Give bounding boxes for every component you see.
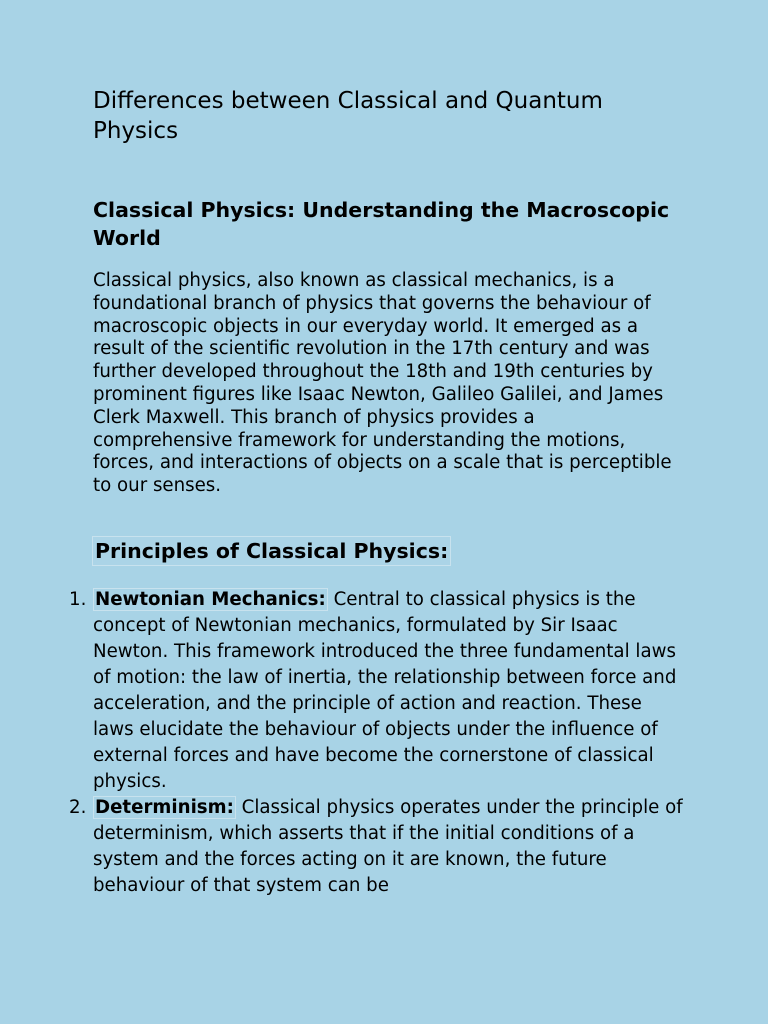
list-item-term: Newtonian Mechanics:	[95, 589, 326, 610]
section-heading: Classical Physics: Understanding the Macroscopic World	[93, 198, 670, 250]
list-item-text: Classical physics operates under the principle of determinism, which asserts that if the initial conditions of a system and the forces acting on it are known, the future behaviour of that system can be	[93, 797, 683, 896]
list-item-term: Determinism:	[95, 797, 234, 818]
principles-list	[69, 587, 683, 899]
intro-paragraph: Classical physics, also known as classical mechanics, is a foundational branch of physics that governs the behaviour of macroscopic objects in our everyday world. It emerged as a result of the scientific revolution in the 17th century and was further developed throughout the 18th and 19th centuries by prominent figures like Isaac Newton, Galileo Galilei, and James Clerk Maxwell. This branch of physics provides a comprehensive framework for understanding the motions, forces, and interactions of objects on a scale that is perceptible to our senses.	[93, 270, 672, 497]
principles-heading: Principles of Classical Physics:	[92, 536, 451, 566]
list-item-text: Central to classical physics is the concept of Newtonian mechanics, formulated by Sir Isaac Newton. This framework introduced the three fundamental laws of motion: the law of inertia, the relationship between force and acceleration, and the principle of action and reaction. These laws elucidate the behaviour of objects under the influence of external forces and have become the cornerstone of classical physics.	[93, 589, 677, 792]
list-item	[69, 587, 683, 795]
list-item-number: 1.	[69, 589, 87, 610]
list-item	[69, 795, 683, 899]
document-title: Differences between Classical and Quantum Physics	[93, 88, 603, 144]
list-item-number: 2.	[69, 797, 87, 818]
